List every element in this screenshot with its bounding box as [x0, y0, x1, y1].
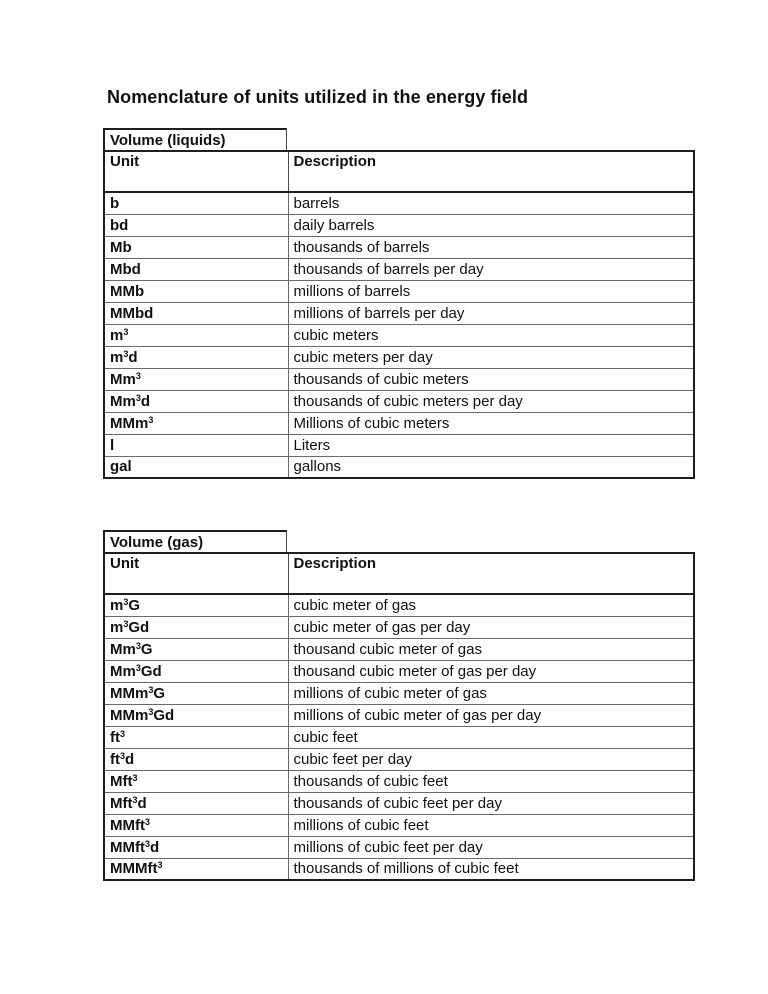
table-row	[104, 594, 694, 616]
table-row	[104, 258, 694, 280]
table-row	[104, 368, 694, 390]
unit-cell: bd	[104, 214, 288, 236]
description-cell: millions of cubic meter of gas per day	[288, 704, 694, 726]
table-row	[104, 192, 694, 214]
volume-liquids-section	[103, 128, 695, 479]
description-cell: Millions of cubic meters	[288, 412, 694, 434]
table-row	[104, 390, 694, 412]
description-cell: cubic meters per day	[288, 346, 694, 368]
description-cell: millions of barrels per day	[288, 302, 694, 324]
superscript-3: 3	[157, 860, 163, 871]
unit-cell: MMm$^3$Gd	[104, 704, 288, 726]
unit-cell: MMbd	[104, 302, 288, 324]
superscript-3: 3	[148, 706, 154, 717]
unit-cell: b	[104, 192, 288, 214]
unit-cell: MMb	[104, 280, 288, 302]
table-row	[104, 214, 694, 236]
superscript-3: 3	[135, 392, 141, 403]
superscript-3: 3	[120, 728, 126, 739]
unit-cell: $m^3G$	[104, 594, 288, 616]
superscript-3: 3	[148, 684, 154, 695]
table-row	[104, 748, 694, 770]
unit-cell: $m^3d$	[104, 346, 288, 368]
description-cell: barrels	[288, 192, 694, 214]
description-cell: cubic meter of gas	[288, 594, 694, 616]
unit-cell: Mft$^3$	[104, 770, 288, 792]
description-cell: millions of cubic feet per day	[288, 836, 694, 858]
unit-cell: Mm$^3$d	[104, 390, 288, 412]
superscript-3: 3	[144, 838, 150, 849]
superscript-3: 3	[144, 816, 150, 827]
unit-cell: $ft^3$	[104, 726, 288, 748]
column-header-description: Description	[288, 553, 694, 594]
column-header-unit: Unit	[104, 553, 288, 594]
unit-cell: Mb	[104, 236, 288, 258]
table-row	[104, 682, 694, 704]
table-row	[104, 412, 694, 434]
volume-gas-section	[103, 530, 695, 881]
unit-cell: Mm$^3$	[104, 368, 288, 390]
table-row	[104, 792, 694, 814]
unit-cell: Mbd	[104, 258, 288, 280]
table-row	[104, 434, 694, 456]
column-header-unit: Unit	[104, 151, 288, 192]
unit-cell: MMft$^3$d	[104, 836, 288, 858]
description-cell: thousand cubic meter of gas	[288, 638, 694, 660]
volume-gas-table	[103, 552, 695, 881]
column-header-description: Description	[288, 151, 694, 192]
unit-cell: l	[104, 434, 288, 456]
superscript-3: 3	[135, 640, 141, 651]
volume-gas-section-label: Volume (gas)	[103, 530, 287, 552]
description-cell: cubic meter of gas per day	[288, 616, 694, 638]
description-cell: millions of cubic feet	[288, 814, 694, 836]
unit-cell: Mft$^3$d	[104, 792, 288, 814]
superscript-3: 3	[132, 772, 138, 783]
unit-cell: Mm$^3$Gd	[104, 660, 288, 682]
description-cell: thousands of cubic meters per day	[288, 390, 694, 412]
volume-liquids-section-label: Volume (liquids)	[103, 128, 287, 150]
table-row	[104, 324, 694, 346]
table-row	[104, 280, 694, 302]
description-cell: thousands of cubic feet per day	[288, 792, 694, 814]
page-title: Nomenclature of units utilized in the energy field	[107, 87, 529, 107]
superscript-3: 3	[148, 414, 154, 425]
superscript-3: 3	[123, 348, 129, 359]
header-row	[104, 151, 694, 192]
unit-cell: $m^3$	[104, 324, 288, 346]
description-cell: thousands of cubic feet	[288, 770, 694, 792]
superscript-3: 3	[132, 794, 138, 805]
unit-cell: gal	[104, 456, 288, 478]
superscript-3: 3	[120, 750, 126, 761]
table-row	[104, 836, 694, 858]
unit-cell: MMm$^3$G	[104, 682, 288, 704]
description-cell: gallons	[288, 456, 694, 478]
description-cell: millions of barrels	[288, 280, 694, 302]
description-cell: thousand cubic meter of gas per day	[288, 660, 694, 682]
table-row	[104, 638, 694, 660]
unit-cell: Mm$^3$G	[104, 638, 288, 660]
unit-cell: MMMft$^3$	[104, 858, 288, 880]
table-row	[104, 660, 694, 682]
description-cell: thousands of barrels per day	[288, 258, 694, 280]
description-cell: daily barrels	[288, 214, 694, 236]
description-cell: cubic meters	[288, 324, 694, 346]
table-row	[104, 814, 694, 836]
table-row	[104, 858, 694, 880]
superscript-3: 3	[135, 662, 141, 673]
table-row	[104, 456, 694, 478]
table-row	[104, 770, 694, 792]
description-cell: millions of cubic meter of gas	[288, 682, 694, 704]
description-cell: cubic feet per day	[288, 748, 694, 770]
unit-cell: MMft$^3$	[104, 814, 288, 836]
description-cell: thousands of millions of cubic feet	[288, 858, 694, 880]
volume-liquids-table	[103, 150, 695, 479]
unit-cell: MMm$^3$	[104, 412, 288, 434]
table-row	[104, 704, 694, 726]
table-row	[104, 302, 694, 324]
unit-cell: $m^3Gd$	[104, 616, 288, 638]
description-cell: Liters	[288, 434, 694, 456]
table-row	[104, 346, 694, 368]
superscript-3: 3	[123, 618, 129, 629]
table-row	[104, 726, 694, 748]
unit-cell: $ft^3d$	[104, 748, 288, 770]
description-cell: cubic feet	[288, 726, 694, 748]
table-row	[104, 236, 694, 258]
header-row	[104, 553, 694, 594]
superscript-3: 3	[123, 326, 129, 337]
description-cell: thousands of barrels	[288, 236, 694, 258]
description-cell: thousands of cubic meters	[288, 368, 694, 390]
superscript-3: 3	[123, 596, 129, 607]
superscript-3: 3	[135, 370, 141, 381]
table-row	[104, 616, 694, 638]
